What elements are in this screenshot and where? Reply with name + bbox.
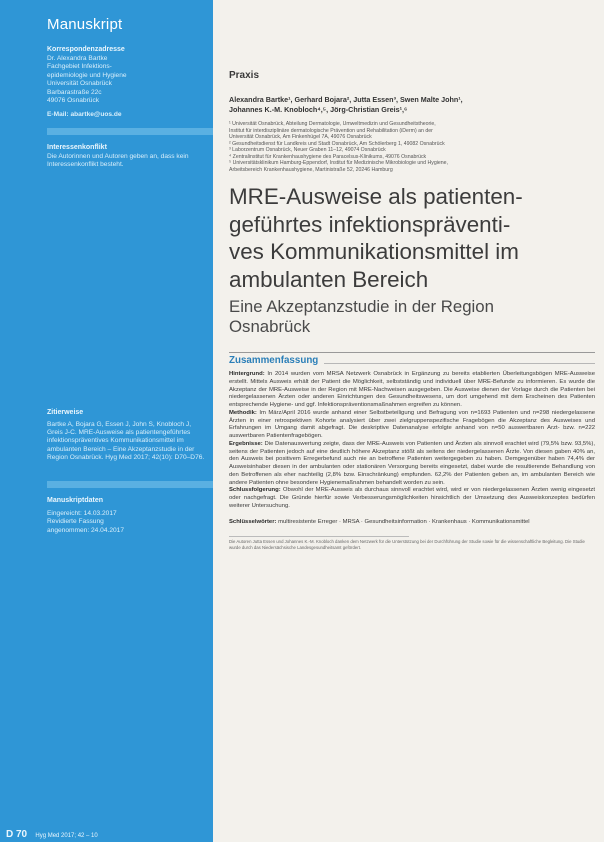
contact-line: Dr. Alexandra Bartke — [47, 55, 108, 62]
abstract-label: Methodik: — [229, 409, 257, 416]
contact-line: epidemiologie und Hygiene — [47, 71, 127, 79]
article-main — [229, 70, 595, 550]
abstract-text: Die Datenauswertung zeigte, dass der MRE-Ausweis von Patienten und Ärzten als sinnvoll erachtet wird (79,5% bzw. 93,5%), seitens der Patienten jedoch auf eine deutlich höhere Akzeptanz stößt als seitens der niedergelassenen Ärzte. Von diesen gaben 40% an, den Ausweis bei positivem Erregerbefund auch nie an betroffene Patienten weitergegeben zu haben. Demgegenüber haben 74,4% der Ausweisinhaber diesen in der ambulanten oder stationären Versorgung bereits eingesetzt, dabei wurde die resultierende Behandlung von den Betroffenen als eher nachteilig (2,8% bzw. Einschränkung) empfunden. 62,2% der Patienten geben an, im ambulanten Bereich wie andere Patienten ohne besondere Hygienemaßnahmen behandelt worden zu sein. — [229, 440, 595, 486]
abstract-text: In 2014 wurden vom MRSA Netzwerk Osnabrück in Ergänzung zu bereits etablierten Überleitungsbögen MRE-Ausweise erstellt. Mittels Ausweis erhält der Patient die Möglichkeit, selbstständig und individuell über MRE-Befunde zu informieren. Es wurde die Akzeptanz der MRE-Ausweise in der Region mit MRE-Nachweisen ausgegeben. Die Ausweise dienen der Vorlage durch die Patienten bei niedergelassenen Ärzten oder anderen Einrichtungen des Gesundheitswesens, um dort umgehend mit dem Erscheinen des Patienten entsprechende Hygiene- und ggf. Infektionspräventionsmaßnahmen ergreifen zu können. — [229, 371, 595, 408]
title-line: MRE-Ausweise als patienten- — [229, 184, 523, 209]
conflict-text: Die Autorinnen und Autoren geben an, dass kein Interessenkonflikt besteht. — [47, 152, 189, 169]
keywords-text: multiresistente Erreger · MRSA · Gesundheitsinformation · Krankenhaus · Kommunikationsmittel — [276, 518, 530, 525]
subtitle-line: Osnabrück — [229, 316, 311, 336]
affiliations — [229, 121, 595, 173]
affiliation-line: ³ Laborzentrum Osnabrück, Neuer Graben 11–12, 49074 Osnabrück — [229, 147, 386, 153]
sidebar-spacer — [0, 170, 213, 408]
dates-section — [0, 496, 213, 535]
title-line: ves Kommunikationsmittel im — [229, 239, 519, 264]
keywords-label: Schlüsselwörter: — [229, 518, 277, 525]
section-label: Praxis — [229, 70, 260, 81]
contact-line: Barbarastraße 22c — [47, 88, 102, 96]
abstract-paragraph — [229, 487, 595, 510]
abstract-body — [229, 371, 595, 511]
affiliation-line: ⁴ Zentralinstitut für Krankenhaushygiene des Paracelsus-Klinikums, 49076 Osnabrück — [229, 153, 427, 160]
author-line: Johannes K.-M. Knobloch⁴,⁵, Jörg-Christian Greis¹,⁶ — [229, 105, 408, 114]
sidebar — [0, 0, 213, 842]
citation-section — [0, 408, 213, 463]
affiliation-line: ⁵ Universitätsklinikum Hamburg-Eppendorf, Institut für Medizinische Mikrobiologie und Hygiene, — [229, 160, 448, 166]
sidebar-title: Manuskript — [47, 16, 123, 33]
abstract-text: Obwohl der MRE-Ausweis als durchaus sinnvoll erachtet wird, wird er von niedergelassenen Ärzten wenig eingesetzt oder nachgefragt. Die Gründe hierfür sowie Verbesserungsmöglichkeiten hinsichtlich der Umsetzung des Ausweiskonzeptes bedürfen weiterer Untersuchung. — [229, 487, 595, 509]
citation-text: Bartke A, Bojara G, Essen J, John S, Knobloch J, Greis J-C. MRE-Ausweise als patientengeführtes infektionspräventives Kommunikationsmittel im ambulanten Bereich – Eine Akzeptanzstudie in der Region Osnabrück. Hyg Med 2017; 42(10): D70–D76. — [47, 420, 205, 462]
contact-section — [0, 45, 213, 120]
page-number: D 70 — [6, 829, 28, 840]
dates-line: angenommen: 24.04.2017 — [47, 526, 124, 534]
footnote: Die Autoren Jutta Essen und Johannes K.-M. Knobloch danken dem Netzwerk für die Unterstützung bei der Durchführung der Studie sowie für die wissenschaftliche Begleitung. Die Studie wurde durch das Niedersächsische Landesgesundheitsamt gefördert. — [229, 539, 585, 550]
contact-line: 49076 Osnabrück — [47, 97, 100, 105]
contact-line: Universität Osnabrück — [47, 80, 112, 88]
contact-heading: Korrespondenzadresse — [47, 46, 125, 53]
abstract-label: Hintergrund: — [229, 371, 265, 377]
abstract-heading-rule — [324, 363, 595, 364]
affiliation-line: Universität Osnabrück, Am Finkenhügel 7A, 49076 Osnabrück — [229, 134, 372, 140]
title-line: ambulanten Bereich — [229, 266, 429, 292]
article-title — [229, 183, 595, 293]
affiliation-line: ² Gesundheitsdienst für Landkreis und Stadt Osnabrück, Am Schölerberg 1, 49082 Osnabrück — [229, 140, 445, 147]
abstract-text: Im März/April 2016 wurde anhand einer Selbstbeteiligung und Befragung von n=1693 Patienten und n=298 niedergelassene Ärzten in einer retrospektiven Kohorte analysiert über zwei zielgruppenspezifische Fragebögen die Akzeptanz des Ausweises und Erfahrungen im Umgang damit abgefragt. Die deskriptive Datenanalyse erfolgte anhand von n=50 auswertbaren Arzt- bzw. n=222 auswertbaren Patientenfragebögen. — [229, 409, 595, 439]
title-line: geführtes infektionspräventi- — [229, 211, 511, 237]
conflict-heading: Interessenkonflikt — [47, 143, 107, 151]
abstract-paragraph — [229, 371, 595, 410]
contact-line: Fachgebiet Infektions- — [47, 63, 112, 71]
footnote-rule — [229, 536, 409, 537]
dates-line: Eingereicht: 14.03.2017 — [47, 509, 117, 517]
article-subtitle — [229, 297, 595, 336]
abstract-heading-row — [229, 355, 595, 366]
abstract-paragraph — [229, 441, 595, 488]
citation-heading: Zitierweise — [47, 408, 84, 416]
affiliation-line: ¹ Universität Osnabrück, Abteilung Dermatologie, Umweltmedizin und Gesundheitstheorie, — [229, 121, 436, 127]
keywords — [229, 519, 595, 527]
sidebar-divider — [47, 481, 213, 488]
subtitle-line: Eine Akzeptanzstudie in der Region — [229, 297, 494, 316]
abstract-heading: Zusammenfassung — [229, 355, 319, 366]
affiliation-line: Institut für interdisziplinäre dermatologische Prävention und Rehabilitation (iDerm) an der — [229, 127, 433, 134]
author-line: Alexandra Bartke¹, Gerhard Bojara², Jutta Essen³, Swen Malte John¹, — [229, 95, 463, 104]
author-list — [229, 95, 595, 115]
abstract-label: Ergebnisse: — [229, 440, 263, 447]
journal-reference: Hyg Med 2017; 42 – 10 — [35, 833, 98, 839]
dates-line: Revidierte Fassung — [47, 518, 104, 526]
sidebar-divider — [47, 128, 213, 135]
page-footer — [6, 829, 98, 840]
dates-heading: Manuskriptdaten — [47, 496, 104, 504]
abstract-label: Schlussfolgerung: — [229, 487, 281, 494]
email-address[interactable]: E-Mail: abartke@uos.de — [47, 111, 122, 119]
conflict-section — [0, 143, 213, 170]
affiliation-line: Arbeitsbereich Krankenhaushygiene, Martinistraße 52, 20246 Hamburg — [229, 166, 393, 173]
section-divider — [229, 352, 595, 353]
abstract-paragraph — [229, 410, 595, 441]
